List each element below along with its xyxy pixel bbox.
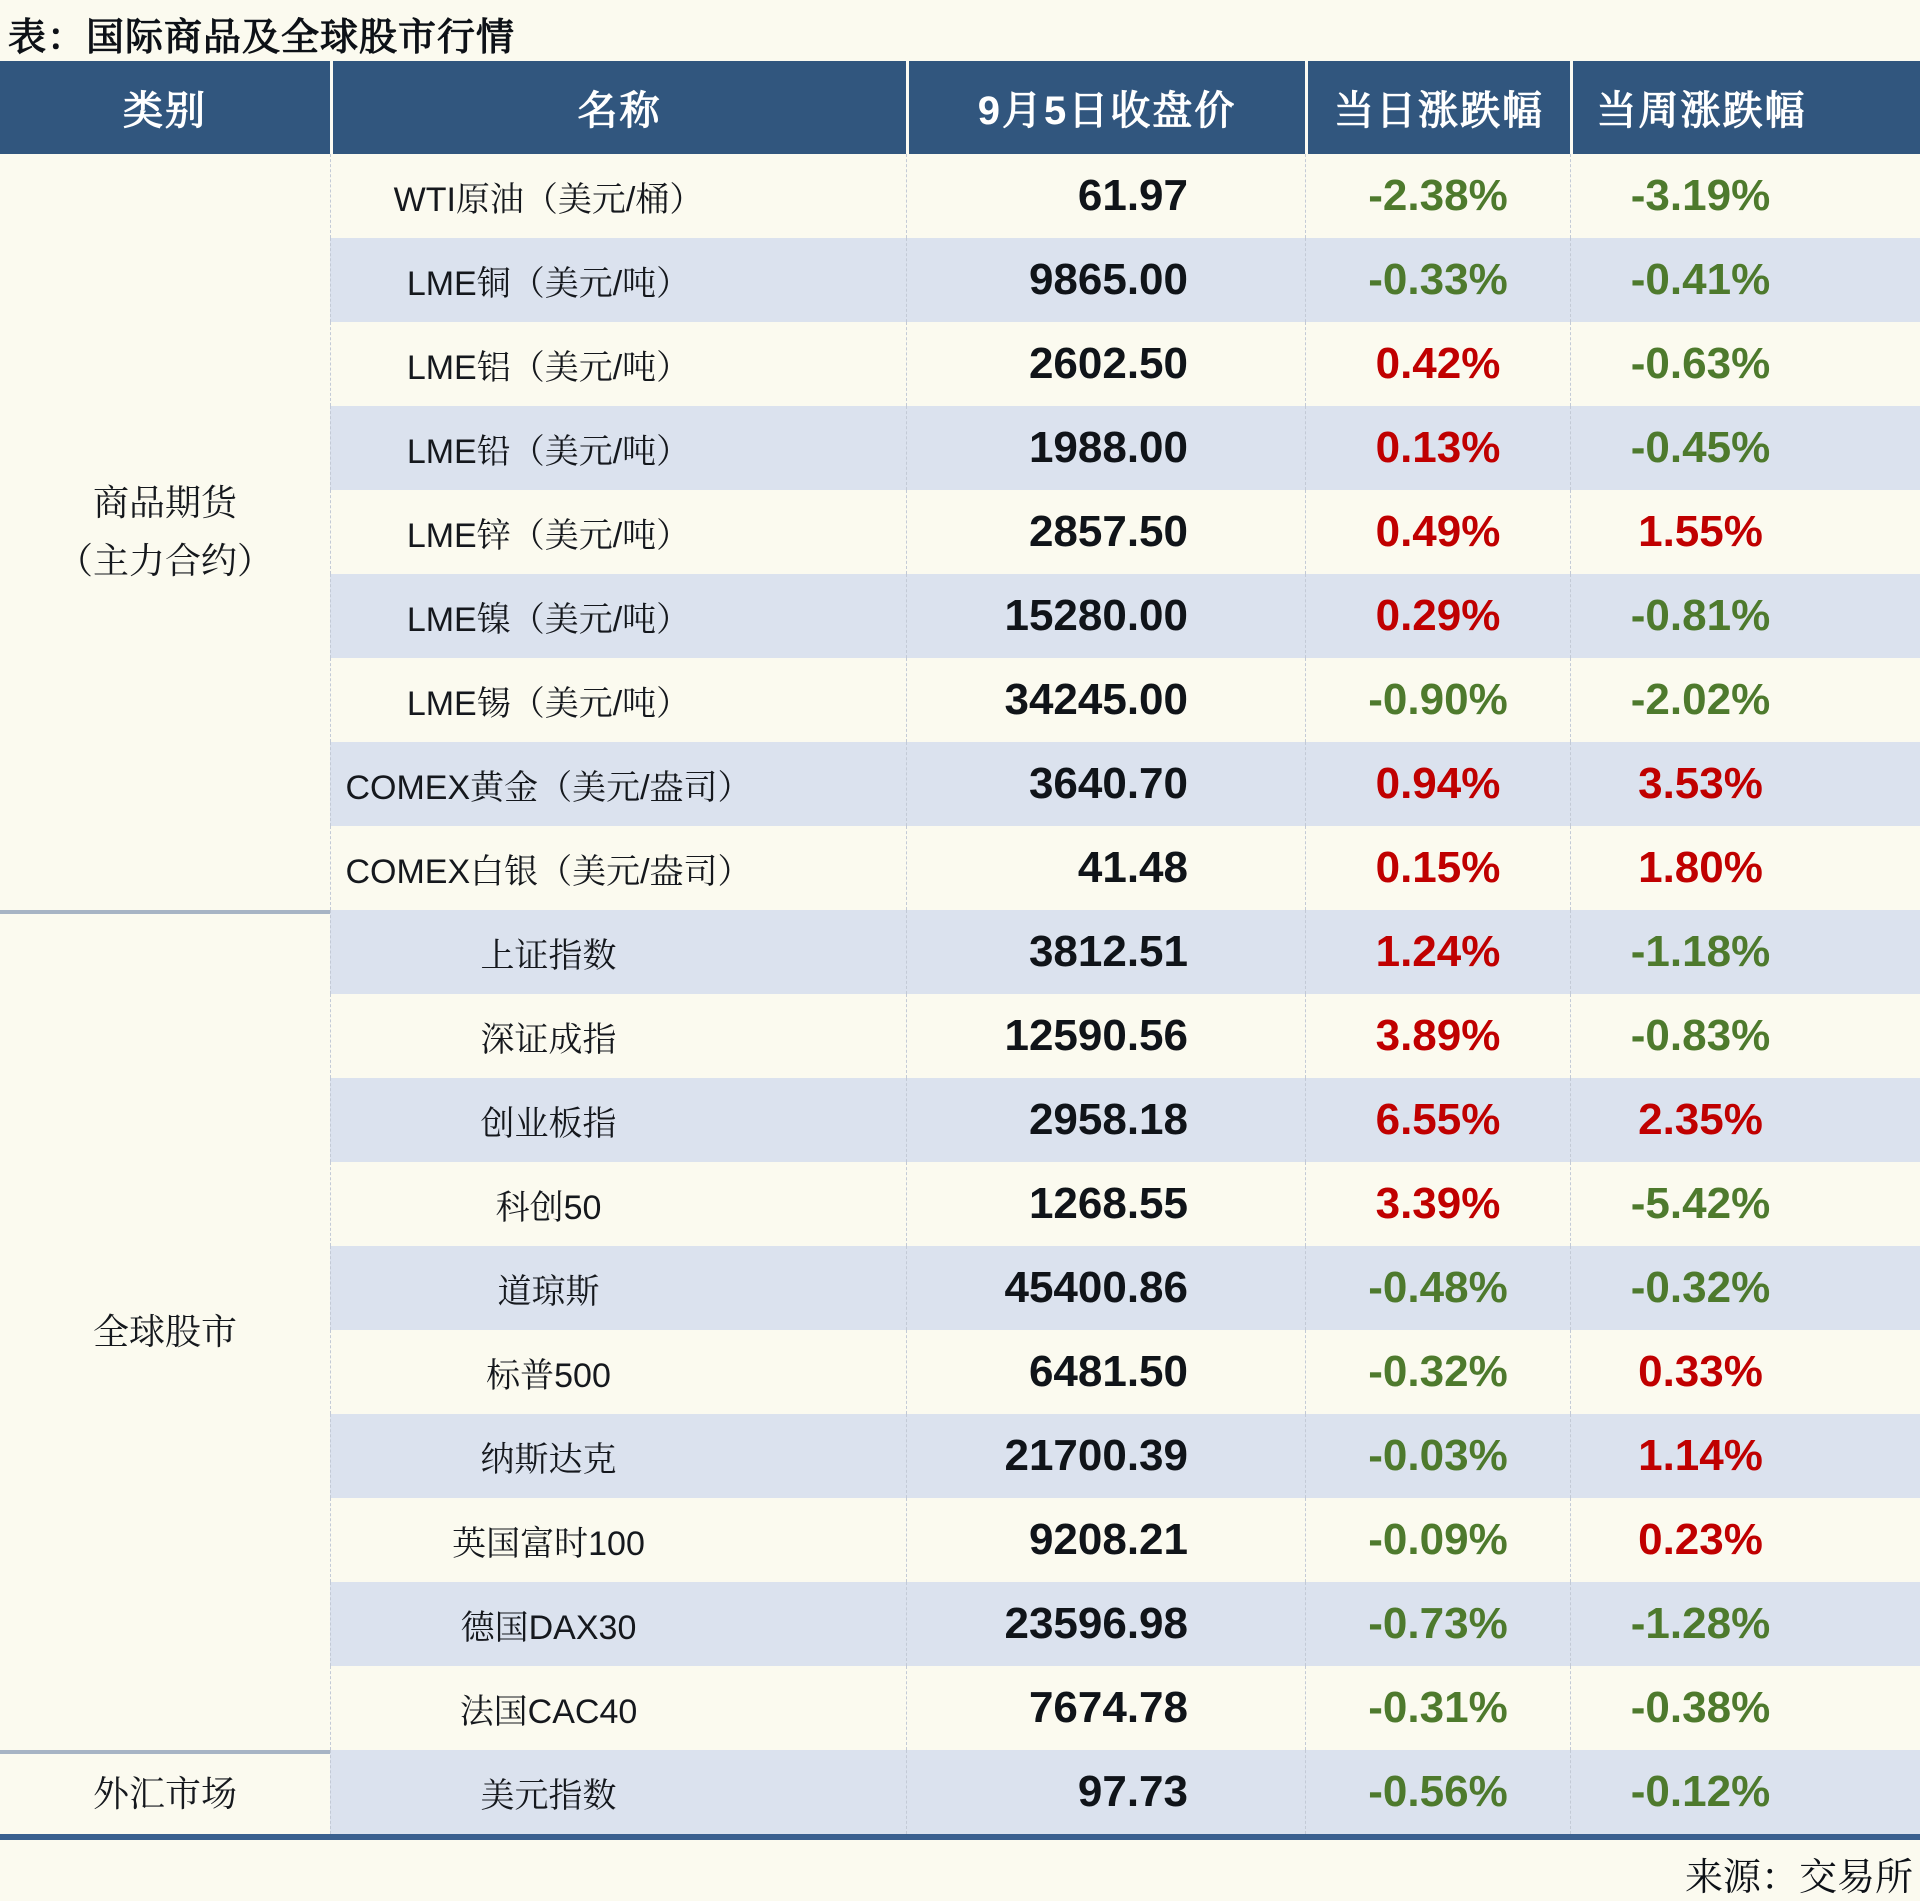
close-price-cell: 41.48 (906, 826, 1305, 910)
close-price-cell: 45400.86 (906, 1246, 1305, 1330)
close-price-cell: 23596.98 (906, 1582, 1305, 1666)
name-cell: 道琼斯 (330, 1246, 906, 1330)
week-change-cell: -0.32% (1570, 1246, 1920, 1330)
week-change-cell: 1.14% (1570, 1414, 1920, 1498)
day-change-cell: -0.48% (1305, 1246, 1570, 1330)
name-cell: 创业板指 (330, 1078, 906, 1162)
close-price-cell: 2602.50 (906, 322, 1305, 406)
header-close-price: 9月5日收盘价 (906, 61, 1305, 154)
category-cell (0, 910, 330, 1750)
name-cell: WTI原油（美元/桶） (330, 154, 906, 238)
week-change-cell: -0.41% (1570, 238, 1920, 322)
week-change-cell: 0.23% (1570, 1498, 1920, 1582)
day-change-cell: 0.29% (1305, 574, 1570, 658)
close-price-cell: 6481.50 (906, 1330, 1305, 1414)
day-change-cell: 3.39% (1305, 1162, 1570, 1246)
week-change-cell: 1.55% (1570, 490, 1920, 574)
close-price-cell: 9208.21 (906, 1498, 1305, 1582)
day-change-cell: 0.94% (1305, 742, 1570, 826)
name-cell: COMEX白银（美元/盎司） (330, 826, 906, 910)
category-cell (0, 1750, 330, 1834)
header-day-change: 当日涨跌幅 (1305, 61, 1570, 154)
category-label-line: 外汇市场 (92, 1772, 237, 1814)
week-change-cell: -2.02% (1570, 658, 1920, 742)
name-cell: 上证指数 (330, 910, 906, 994)
source-note: 来源：交易所 (1684, 1857, 1913, 1899)
close-price-cell: 7674.78 (906, 1666, 1305, 1750)
day-change-cell: -0.90% (1305, 658, 1570, 742)
week-change-cell: -3.19% (1570, 154, 1920, 238)
category-label-line: 全球股市 (92, 1310, 237, 1352)
name-cell: LME锌（美元/吨） (330, 490, 906, 574)
day-change-cell: 3.89% (1305, 994, 1570, 1078)
week-change-cell: -0.83% (1570, 994, 1920, 1078)
week-change-cell: -0.38% (1570, 1666, 1920, 1750)
name-cell: 德国DAX30 (330, 1582, 906, 1666)
close-price-cell: 2958.18 (906, 1078, 1305, 1162)
category-cell (0, 154, 330, 910)
week-change-cell: 1.80% (1570, 826, 1920, 910)
close-price-cell: 1988.00 (906, 406, 1305, 490)
week-change-cell: -1.18% (1570, 910, 1920, 994)
close-price-cell: 9865.00 (906, 238, 1305, 322)
name-cell: LME镍（美元/吨） (330, 574, 906, 658)
table-bottom-border (0, 1834, 1920, 1840)
week-change-cell: 0.33% (1570, 1330, 1920, 1414)
category-label-line: 商品期货 (92, 481, 237, 523)
day-change-cell: 0.15% (1305, 826, 1570, 910)
table-body (0, 154, 1920, 1834)
name-cell: 科创50 (330, 1162, 906, 1246)
week-change-cell: -0.81% (1570, 574, 1920, 658)
header-week-change: 当周涨跌幅 (1570, 61, 1920, 154)
close-price-cell: 2857.50 (906, 490, 1305, 574)
name-cell: 标普500 (330, 1330, 906, 1414)
week-change-cell: -0.45% (1570, 406, 1920, 490)
close-price-cell: 21700.39 (906, 1414, 1305, 1498)
day-change-cell: -0.32% (1305, 1330, 1570, 1414)
close-price-cell: 12590.56 (906, 994, 1305, 1078)
day-change-cell: -0.03% (1305, 1414, 1570, 1498)
name-cell: 法国CAC40 (330, 1666, 906, 1750)
header-name: 名称 (330, 61, 906, 154)
category-label-line: （主力合约） (56, 540, 273, 581)
close-price-cell: 15280.00 (906, 574, 1305, 658)
day-change-cell: 0.42% (1305, 322, 1570, 406)
day-change-cell: 1.24% (1305, 910, 1570, 994)
name-cell: 美元指数 (330, 1750, 906, 1834)
name-cell: LME铅（美元/吨） (330, 406, 906, 490)
close-price-cell: 3640.70 (906, 742, 1305, 826)
day-change-cell: 0.49% (1305, 490, 1570, 574)
day-change-cell: -0.33% (1305, 238, 1570, 322)
close-price-cell: 61.97 (906, 154, 1305, 238)
close-price-cell: 34245.00 (906, 658, 1305, 742)
name-cell: LME铝（美元/吨） (330, 322, 906, 406)
day-change-cell: 0.13% (1305, 406, 1570, 490)
day-change-cell: -2.38% (1305, 154, 1570, 238)
name-cell: LME铜（美元/吨） (330, 238, 906, 322)
day-change-cell: -0.09% (1305, 1498, 1570, 1582)
day-change-cell: -0.31% (1305, 1666, 1570, 1750)
table-header-row (0, 61, 1920, 154)
name-cell: LME锡（美元/吨） (330, 658, 906, 742)
close-price-cell: 97.73 (906, 1750, 1305, 1834)
week-change-cell: -1.28% (1570, 1582, 1920, 1666)
day-change-cell: -0.56% (1305, 1750, 1570, 1834)
day-change-cell: 6.55% (1305, 1078, 1570, 1162)
week-change-cell: -5.42% (1570, 1162, 1920, 1246)
close-price-cell: 1268.55 (906, 1162, 1305, 1246)
week-change-cell: -0.12% (1570, 1750, 1920, 1834)
name-cell: COMEX黄金（美元/盎司） (330, 742, 906, 826)
name-cell: 纳斯达克 (330, 1414, 906, 1498)
week-change-cell: 3.53% (1570, 742, 1920, 826)
close-price-cell: 3812.51 (906, 910, 1305, 994)
week-change-cell: -0.63% (1570, 322, 1920, 406)
week-change-cell: 2.35% (1570, 1078, 1920, 1162)
name-cell: 英国富时100 (330, 1498, 906, 1582)
header-category: 类别 (123, 89, 207, 133)
name-cell: 深证成指 (330, 994, 906, 1078)
page-title: 表：国际商品及全球股市行情 (8, 17, 516, 59)
day-change-cell: -0.73% (1305, 1582, 1570, 1666)
